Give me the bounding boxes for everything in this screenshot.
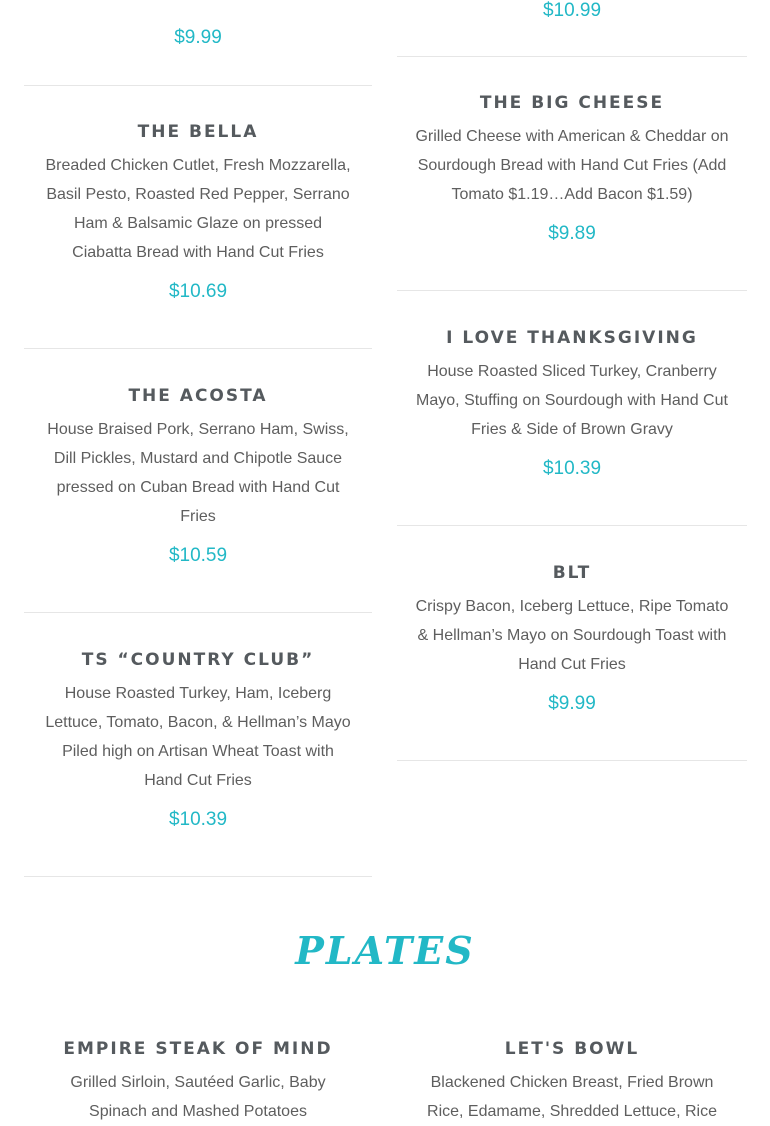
item-divider (24, 85, 372, 86)
item-price: $9.89 (548, 223, 596, 244)
menu-item-blt (397, 563, 747, 715)
item-price: $9.99 (548, 693, 596, 714)
item-divider (397, 290, 747, 291)
item-description: Grilled Cheese with American & Cheddar on Sourdough Bread with Hand Cut Fries (Add Tomato $1.19…Add Bacon $1.59) (415, 128, 729, 203)
item-name: LET'S BOWL (504, 1039, 640, 1059)
item-divider (397, 760, 747, 761)
item-description: Grilled Sirloin, Sautéed Garlic, Baby Spinach and Mashed Potatoes (70, 1074, 326, 1120)
item-divider (24, 348, 372, 349)
menu-item-empire-steak (24, 1039, 372, 1126)
item-description: House Roasted Sliced Turkey, Cranberry Mayo, Stuffing on Sourdough with Hand Cut Fries & Side of Brown Gravy (416, 363, 728, 438)
menu-item-the-acosta (24, 386, 372, 567)
item-name: EMPIRE STEAK OF MIND (63, 1039, 333, 1059)
item-description: Blackened Chicken Breast, Fried Brown Rice, Edamame, Shredded Lettuce, Rice (427, 1074, 717, 1120)
item-price: $10.59 (168, 545, 228, 566)
menu-item-the-bella (24, 122, 372, 303)
item-description: Crispy Bacon, Iceberg Lettuce, Ripe Tomato & Hellman’s Mayo on Sourdough Toast with Hand Cut Fries (415, 598, 729, 673)
menu-item-top-right (397, 0, 747, 22)
item-name: THE ACOSTA (128, 386, 268, 406)
item-price: $10.39 (168, 809, 228, 830)
item-divider (397, 56, 747, 57)
item-price: $9.99 (174, 27, 222, 48)
item-divider (24, 876, 372, 877)
menu-item-top-left (24, 27, 372, 49)
menu-item-lets-bowl (397, 1039, 747, 1126)
section-title-plates: PLATES (295, 928, 475, 973)
menu-item-the-big-cheese (397, 93, 747, 245)
item-name: THE BELLA (137, 122, 259, 142)
item-name: TS “COUNTRY CLUB” (81, 650, 315, 670)
menu-item-country-club (24, 650, 372, 831)
item-description: Breaded Chicken Cutlet, Fresh Mozzarella, Basil Pesto, Roasted Red Pepper, Serrano Ham & Balsamic Glaze on pressed Ciabatta Bread with Hand Cut Fries (45, 157, 351, 261)
item-divider (397, 525, 747, 526)
item-name: THE BIG CHEESE (479, 93, 665, 113)
item-price: $10.39 (542, 458, 602, 479)
menu-item-i-love-thanksgiving (397, 328, 747, 480)
item-price: $10.99 (542, 0, 602, 21)
item-description: House Roasted Turkey, Ham, Iceberg Lettuce, Tomato, Bacon, & Hellman’s Mayo Piled high on Artisan Wheat Toast with Hand Cut Fries (45, 685, 351, 789)
item-name: I LOVE THANKSGIVING (446, 328, 698, 348)
item-description: House Braised Pork, Serrano Ham, Swiss, Dill Pickles, Mustard and Chipotle Sauce pressed on Cuban Bread with Hand Cut Fries (47, 421, 349, 525)
item-name: BLT (552, 563, 592, 583)
item-divider (24, 612, 372, 613)
item-price: $10.69 (168, 281, 228, 302)
